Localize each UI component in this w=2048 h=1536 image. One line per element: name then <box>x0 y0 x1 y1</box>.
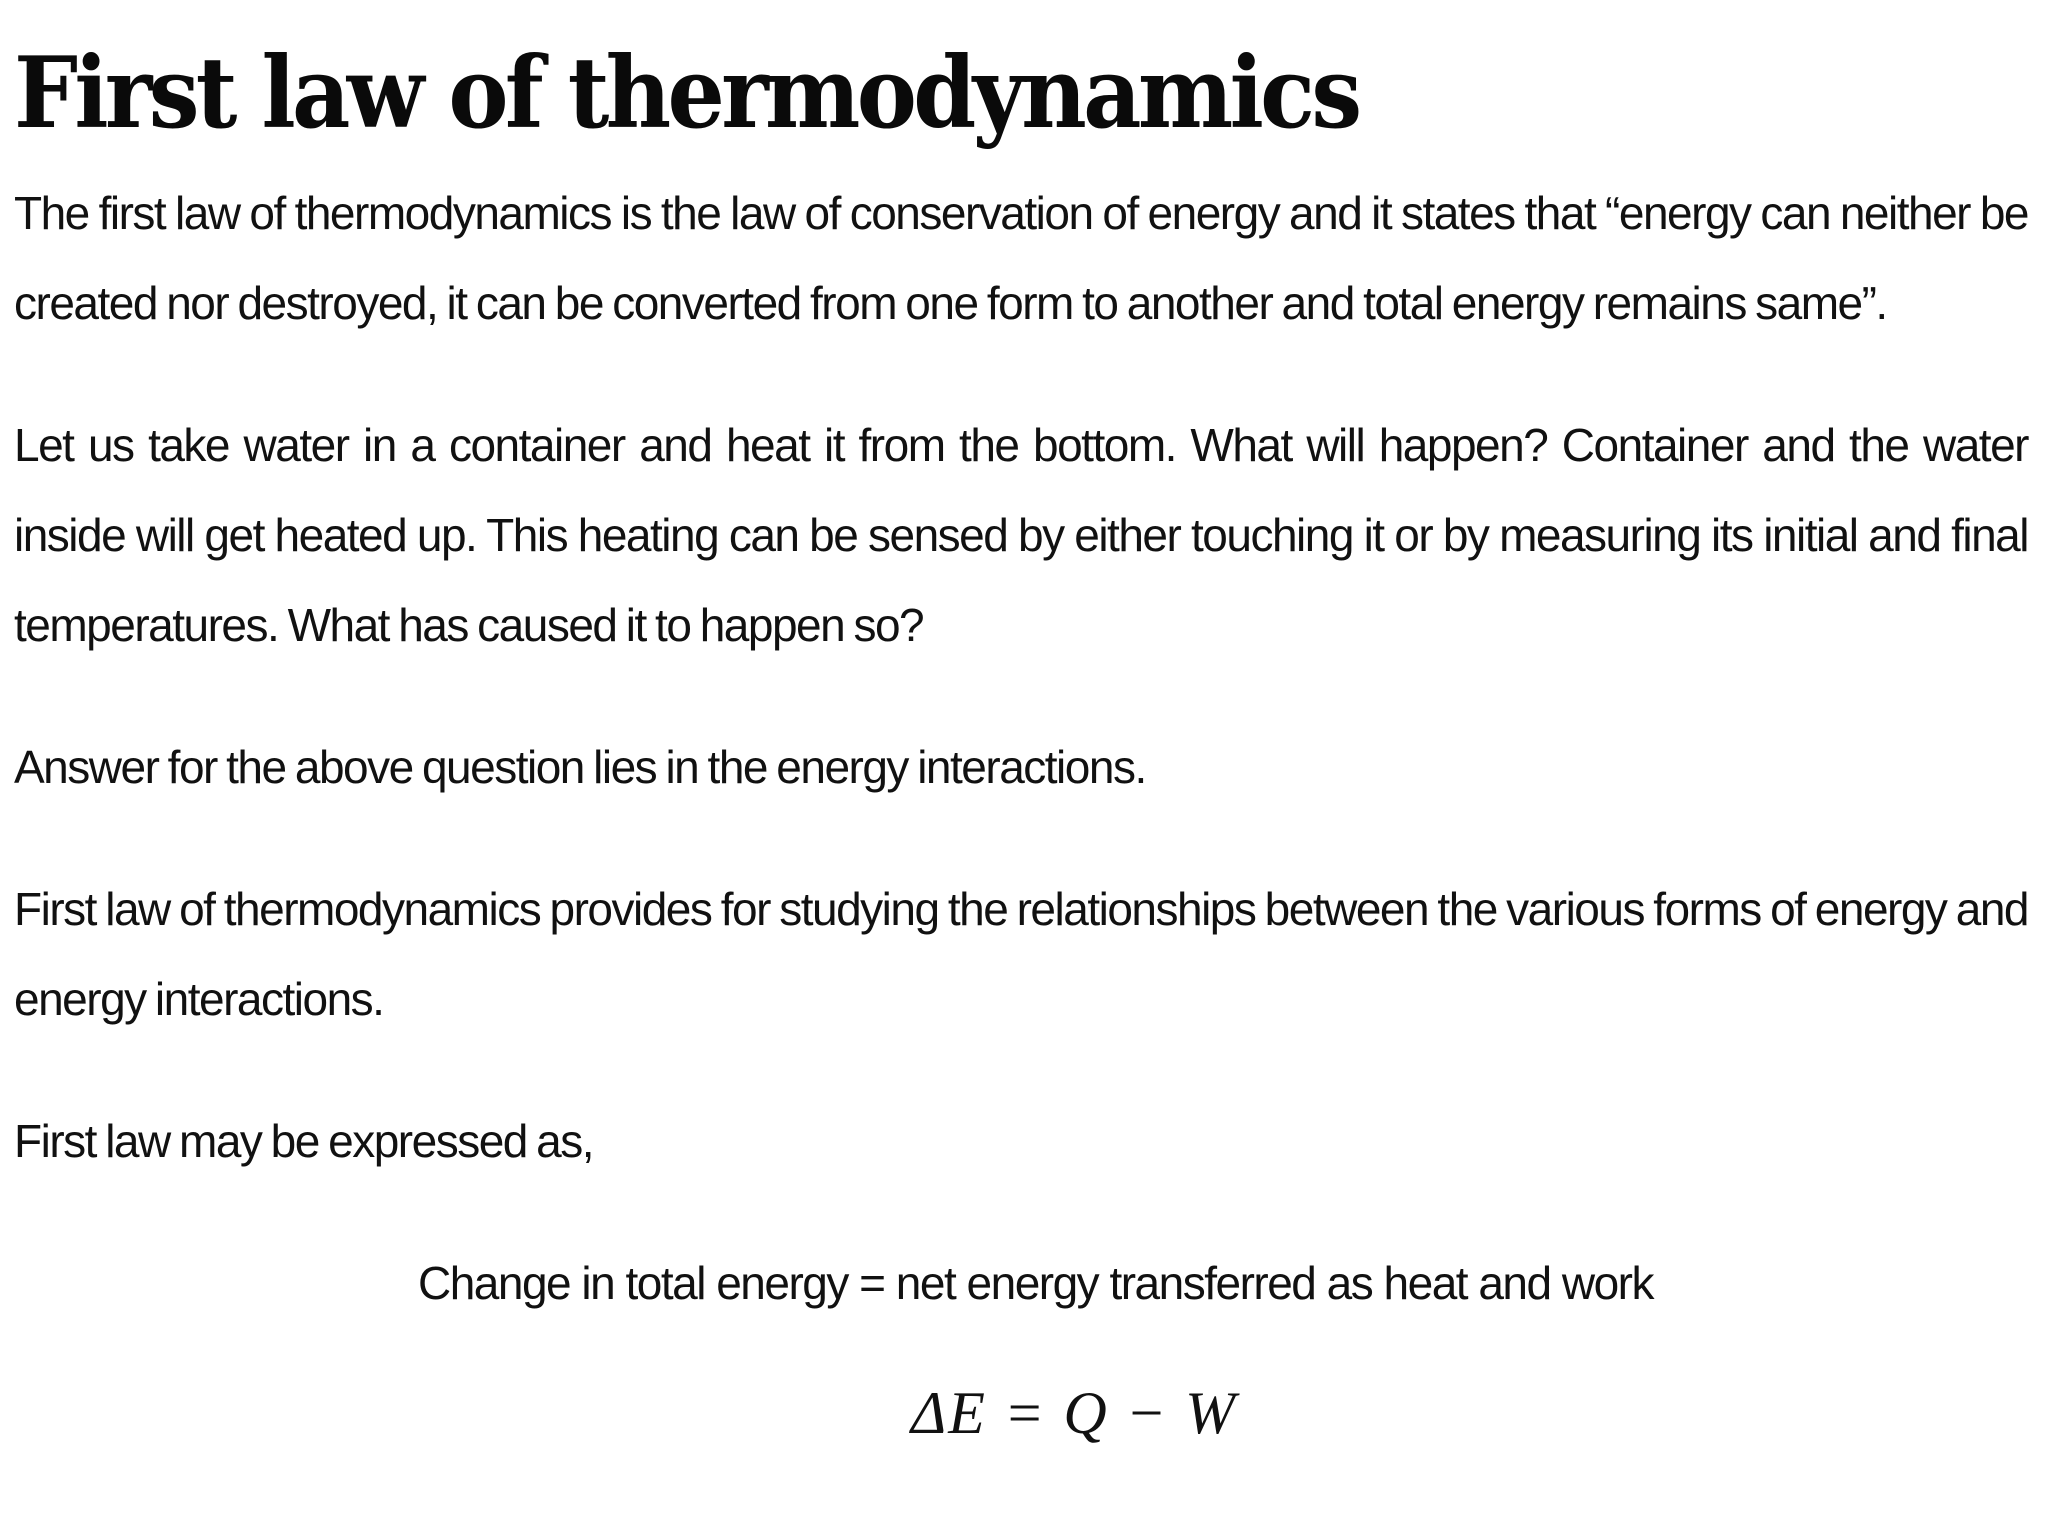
paragraph-first-law-definition: The first law of thermodynamics is the law of conservation of energy and it states that “energy can neither be created nor destroyed, it can be converted from one form to another and total energy remains same”. <box>14 186 2028 329</box>
page-title: First law of thermodynamics <box>14 36 1359 151</box>
paragraph-relationships: First law of thermodynamics provides for studying the relationships between the various forms of energy and energy interactions. <box>14 882 2028 1025</box>
equation-in-words: Change in total energy = net energy transferred as heat and work <box>418 1256 1653 1309</box>
paragraph-water-example: Let us take water in a container and heat it from the bottom. What will happen? Container and the water inside will get heated up. This heating can be sensed by either touching it or by measuring its initial and final temperatures. What has caused it to happen so? <box>14 418 2028 651</box>
paragraph-expression-intro: First law may be expressed as, <box>14 1114 594 1167</box>
paragraph-answer: Answer for the above question lies in the energy interactions. <box>14 740 1146 793</box>
equation-formula: ΔE = Q − W <box>911 1379 1238 1446</box>
